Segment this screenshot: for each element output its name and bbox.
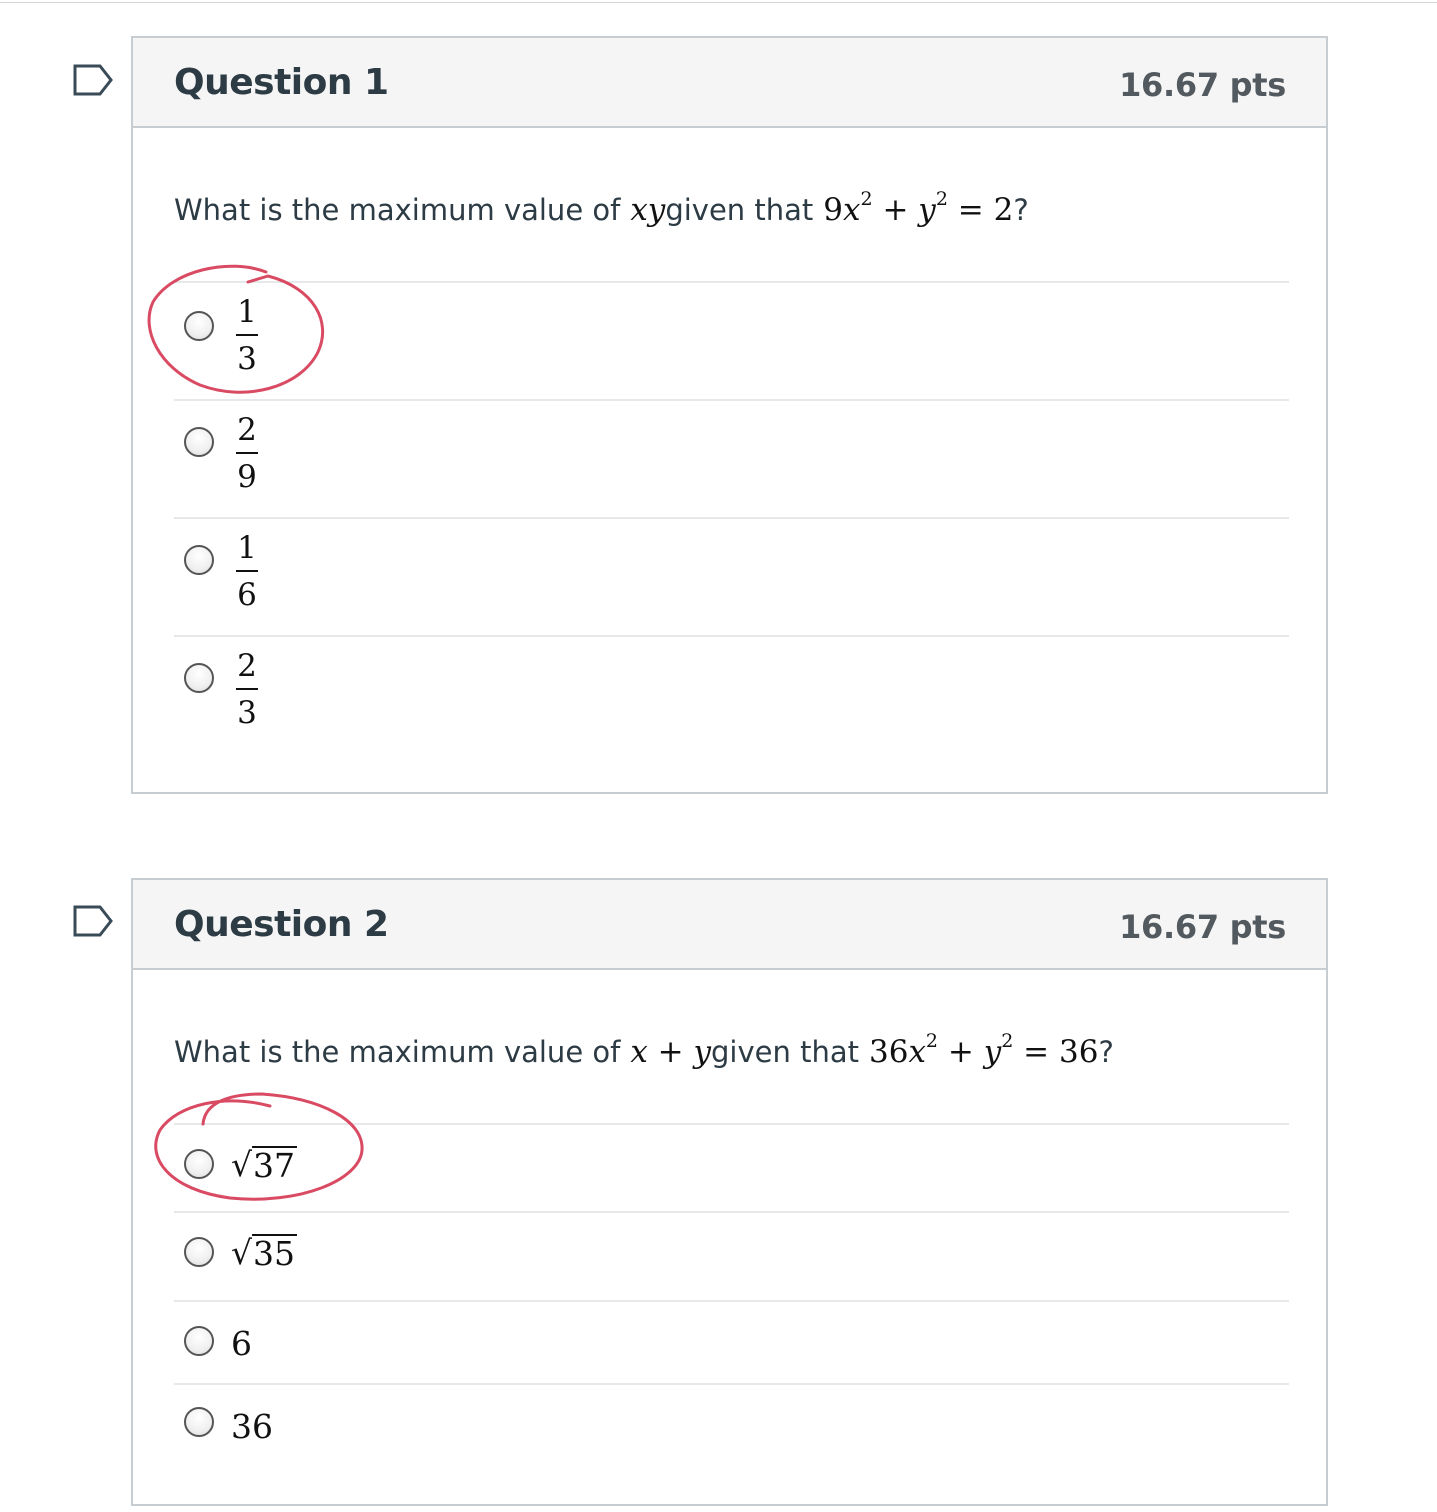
answer-option[interactable] bbox=[174, 1123, 1289, 1211]
flag-question-2-icon[interactable] bbox=[73, 905, 113, 937]
prompt-expression: x + y bbox=[630, 1034, 712, 1070]
answer-value: 36 bbox=[231, 1407, 273, 1446]
question-1-card bbox=[131, 36, 1328, 794]
prompt-mid: given that bbox=[665, 193, 814, 227]
question-2-header bbox=[133, 880, 1326, 970]
answer-option[interactable] bbox=[174, 1383, 1289, 1503]
prompt-lead: What is the maximum value of bbox=[174, 1035, 621, 1069]
question-1-title: Question 1 bbox=[174, 62, 389, 103]
answer-value: 6 bbox=[231, 1324, 252, 1363]
answer-fraction: 1 3 bbox=[237, 294, 257, 377]
answer-fraction: 2 3 bbox=[237, 648, 257, 731]
answer-sqrt: √ 35 bbox=[231, 1233, 296, 1273]
question-2-card bbox=[131, 878, 1328, 1506]
answer-fraction: 1 6 bbox=[237, 530, 257, 613]
prompt-expression: xy bbox=[630, 192, 666, 228]
radio-unselected-icon[interactable] bbox=[184, 1326, 214, 1356]
question-1-header bbox=[133, 38, 1326, 128]
question-1-prompt bbox=[174, 187, 1029, 228]
prompt-end: ? bbox=[1013, 193, 1029, 227]
radio-unselected-icon[interactable] bbox=[184, 1237, 214, 1267]
answer-option[interactable] bbox=[174, 517, 1289, 635]
radio-unselected-icon[interactable] bbox=[184, 427, 214, 457]
flag-question-1-icon[interactable] bbox=[73, 64, 113, 96]
question-1-answers bbox=[174, 281, 1289, 775]
answer-option[interactable] bbox=[174, 635, 1289, 775]
prompt-lead: What is the maximum value of bbox=[174, 193, 621, 227]
answer-option[interactable] bbox=[174, 1211, 1289, 1300]
question-2-answers bbox=[174, 1123, 1289, 1503]
prompt-equation: $9x^2 + y^2 = 2$ bbox=[823, 187, 1014, 228]
answer-sqrt: √ 37 bbox=[231, 1145, 296, 1185]
page-top-divider bbox=[0, 2, 1437, 3]
radio-unselected-icon[interactable] bbox=[184, 1407, 214, 1437]
prompt-equation: $36x^2 + y^2 = 36$ bbox=[868, 1029, 1099, 1070]
radio-unselected-icon[interactable] bbox=[184, 1149, 214, 1179]
question-2-points: 16.67 pts bbox=[1119, 908, 1286, 946]
answer-option[interactable] bbox=[174, 1300, 1289, 1383]
radio-unselected-icon[interactable] bbox=[184, 311, 214, 341]
question-2-title: Question 2 bbox=[174, 904, 389, 945]
answer-fraction: 2 9 bbox=[237, 412, 257, 495]
question-2-prompt bbox=[174, 1029, 1114, 1070]
answer-option[interactable] bbox=[174, 281, 1289, 399]
answer-option[interactable] bbox=[174, 399, 1289, 517]
radio-unselected-icon[interactable] bbox=[184, 663, 214, 693]
prompt-mid: given that bbox=[711, 1035, 859, 1069]
prompt-end: ? bbox=[1098, 1035, 1114, 1069]
radio-unselected-icon[interactable] bbox=[184, 545, 214, 575]
question-1-points: 16.67 pts bbox=[1119, 66, 1286, 104]
